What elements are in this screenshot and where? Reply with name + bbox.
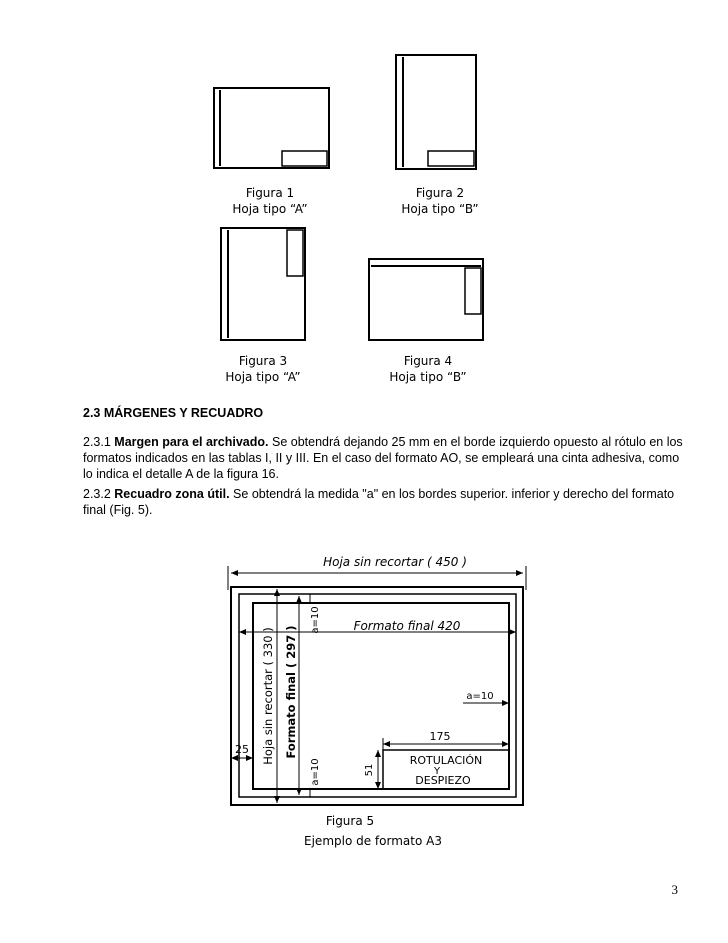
fig5-a10-top: a=10 bbox=[310, 606, 321, 634]
figure-1-drawing bbox=[214, 88, 329, 168]
p2-bold-lead: Recuadro zona útil. bbox=[114, 487, 230, 501]
figure-2-subcaption: Hoja tipo “B” bbox=[401, 202, 479, 216]
fig5-formato-vertical-label: Formato final ( 297 ) bbox=[284, 625, 298, 759]
paragraph-2-3-2 bbox=[83, 486, 683, 518]
fig5-a10-bottom: a=10 bbox=[310, 758, 321, 786]
fig5-hoja-vertical-label: Hoja sin recortar ( 330 ) bbox=[261, 627, 275, 765]
p1-body: Se obtendrá dejando 25 mm en el borde izquierdo opuesto al rótulo en los formatos indicados en las tablas I, II y III. En el caso del formato AO, se empleará una cinta adhesiva, como lo indica el detalle A de la figura 16. bbox=[83, 435, 683, 481]
section-title: 2.3 MÁRGENES Y RECUADRO bbox=[83, 406, 264, 420]
p2-body: Se obtendrá la medida "a" en los bordes superior. inferior y derecho del formato final (Fig. 5). bbox=[83, 487, 675, 517]
p2-number: 2.3.2 bbox=[83, 487, 115, 501]
fig5-dim-51: 51 bbox=[364, 763, 375, 777]
fig5-top-dimension: Hoja sin recortar ( 450 ) bbox=[323, 555, 467, 569]
fig5-rotulacion: ROTULACIÓN bbox=[409, 754, 483, 767]
fig5-dim-25: 25 bbox=[235, 743, 249, 756]
page-number: 3 bbox=[671, 882, 678, 897]
figure-3-caption: Figura 3 bbox=[238, 354, 288, 368]
figure-1-subcaption: Hoja tipo “A” bbox=[232, 202, 308, 216]
p1-bold-lead: Margen para el archivado. bbox=[114, 435, 269, 449]
figure-2-drawing bbox=[396, 55, 476, 169]
p1-number: 2.3.1 bbox=[83, 435, 115, 449]
fig5-dim-175: 175 bbox=[429, 730, 451, 743]
figure-3-subcaption: Hoja tipo “A” bbox=[225, 370, 301, 384]
fig5-a10-right: a=10 bbox=[466, 691, 494, 702]
fig5-y: Y bbox=[433, 766, 441, 777]
figure-3-drawing bbox=[221, 228, 305, 340]
figure-1-caption: Figura 1 bbox=[245, 186, 295, 200]
figure-2-caption: Figura 2 bbox=[415, 186, 465, 200]
figure-4-drawing bbox=[369, 259, 483, 340]
fig5-formato-final-label: Formato final 420 bbox=[353, 619, 461, 633]
figure-5-subcaption: Ejemplo de formato A3 bbox=[304, 834, 442, 848]
figure-4-subcaption: Hoja tipo “B” bbox=[389, 370, 467, 384]
figure-4-caption: Figura 4 bbox=[403, 354, 453, 368]
figure-5-caption: Figura 5 bbox=[325, 814, 375, 828]
fig5-despiezo: DESPIEZO bbox=[415, 774, 471, 787]
paragraph-2-3-1 bbox=[83, 434, 683, 482]
